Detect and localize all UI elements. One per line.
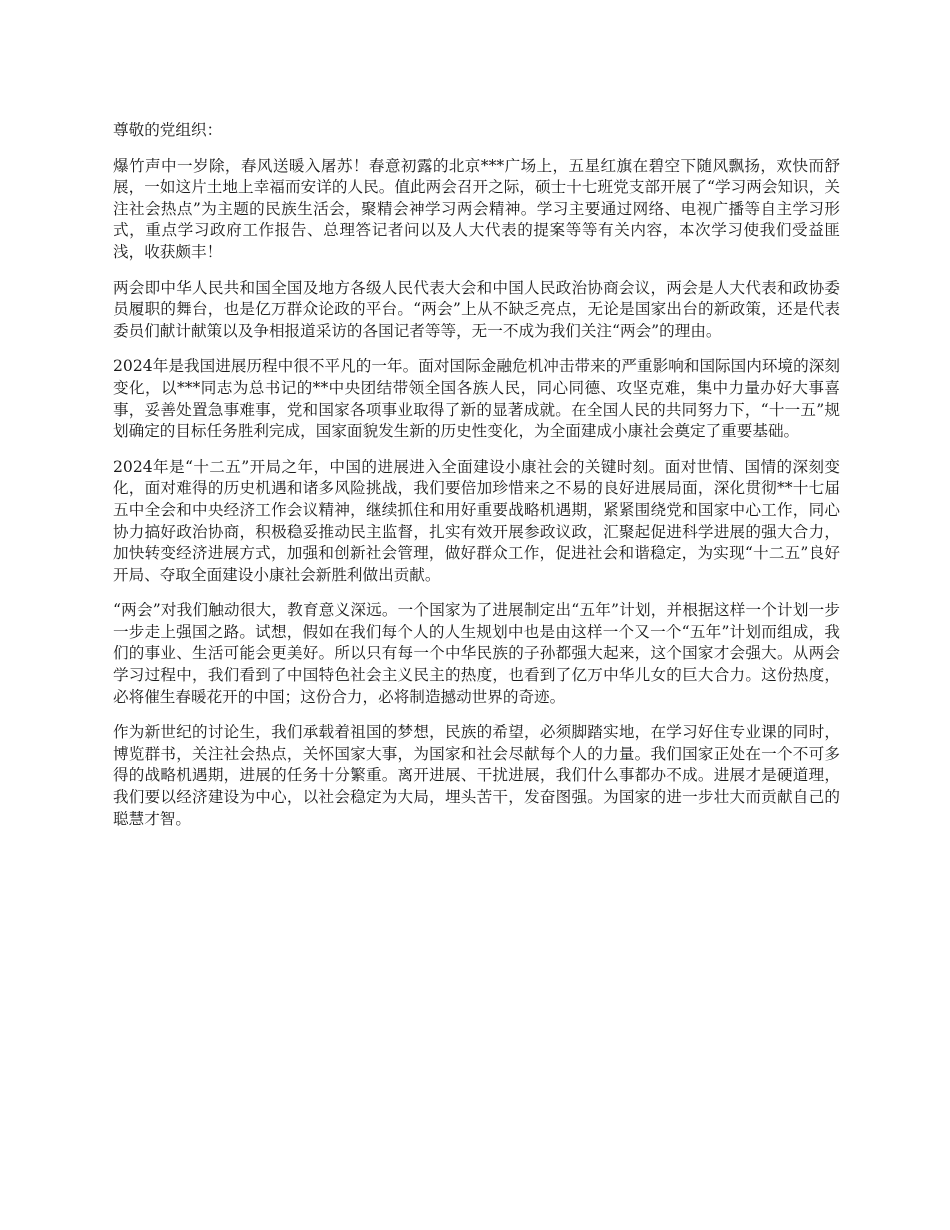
paragraph: 2024年是我国进展历程中很不平凡的一年。面对国际金融危机冲击带来的严重影响和国际国内环境的深刻变化，以***同志为总书记的**中央团结带领全国各族人民，同心同德、攻坚克难，集中力量办好大事喜事，妥善处置急事难事，党和国家各项事业取得了新的显著成就。在全国人民的共同努力下，“十一五”规划确定的目标任务胜利完成，国家面貌发生新的历史性变化，为全面建成小康社会奠定了重要基础。: [113, 357, 840, 441]
paragraph: 两会即中华人民共和国全国及地方各级人民代表大会和中国人民政治协商会议，两会是人大代表和政协委员履职的舞台，也是亿万群众论政的平台。“两会”上从不缺乏亮点，无论是国家出台的新政策，还是代表委员们献计献策以及争相报道采访的各国记者等等，无一不成为我们关注“两会”的理由。: [113, 278, 840, 340]
document-page: [113, 120, 840, 844]
paragraph: 2024年是“十二五”开局之年，中国的进展进入全面建设小康社会的关键时刻。面对世情、国情的深刻变化，面对难得的历史机遇和诸多风险挑战，我们要倍加珍惜来之不易的良好进展局面，深化贯彻**十七届五中全会和中央经济工作会议精神，继续抓住和用好重要战略机遇期，紧紧围绕党和国家中心工作，同心协力搞好政治协商，积极稳妥推动民主监督，扎实有效开展参政议政，汇聚起促进科学进展的强大合力，加快转变经济进展方式，加强和创新社会管理，做好群众工作，促进社会和谐稳定，为实现“十二五”良好开局、夺取全面建设小康社会新胜利做出贡献。: [113, 457, 840, 584]
paragraph: “两会”对我们触动很大，教育意义深远。一个国家为了进展制定出“五年”计划，并根据这样一个计划一步一步走上强国之路。试想，假如在我们每个人的人生规划中也是由这样一个又一个“五年”计划而组成，我们的事业、生活可能会更美好。所以只有每一个中华民族的子孙都强大起来，这个国家才会强大。从两会学习过程中，我们看到了中国特色社会主义民主的热度，也看到了亿万中华儿女的巨大合力。这份热度，必将催生春暖花开的中国；这份合力，必将制造撼动世界的奇迹。: [113, 601, 840, 706]
paragraph: 作为新世纪的讨论生，我们承载着祖国的梦想，民族的希望，必须脚踏实地，在学习好住专业课的同时，博览群书，关注社会热点，关怀国家大事，为国家和社会尽献每个人的力量。我们国家正处在一个不可多得的战略机遇期，进展的任务十分繁重。离开进展、干扰进展，我们什么事都办不成。进展才是硬道理，我们要以经济建设为中心，以社会稳定为大局，埋头苦干，发奋图强。为国家的进一步壮大而贡献自己的聪慧才智。: [113, 723, 840, 828]
paragraph: 爆竹声中一岁除，春风送暖入屠苏！春意初露的北京***广场上，五星红旗在碧空下随风飘扬，欢快而舒展，一如这片土地上幸福而安详的人民。值此两会召开之际，硕士十七班党支部开展了“学习两会知识，关注社会热点”为主题的民族生活会，聚精会神学习两会精神。学习主要通过网络、电视广播等自主学习形式，重点学习政府工作报告、总理答记者问以及人大代表的提案等等有关内容，本次学习使我们受益匪浅，收获颇丰！: [113, 156, 840, 261]
salutation: 尊敬的党组织：: [113, 121, 223, 139]
